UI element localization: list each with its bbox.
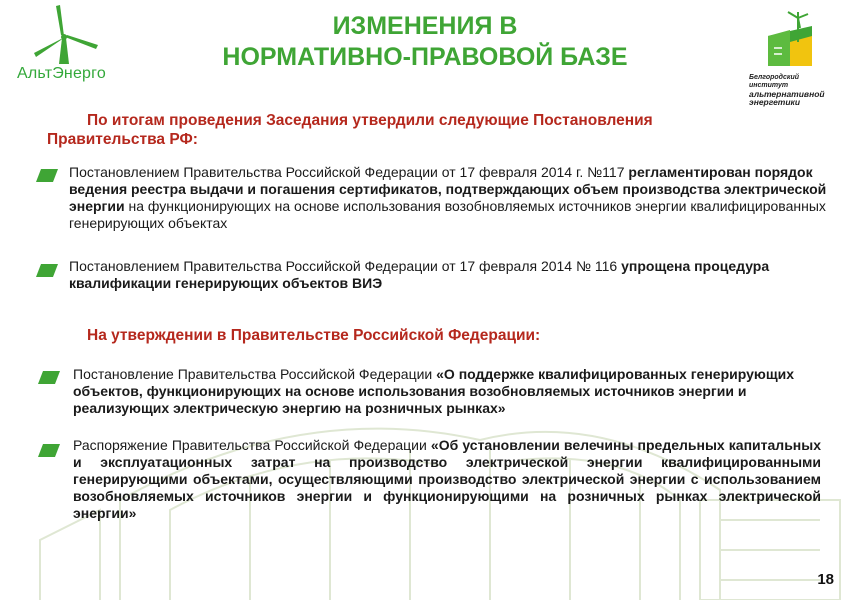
list-item [73, 437, 821, 522]
institute-line-1: Белгородский институт [749, 74, 799, 89]
title-line-1: ИЗМЕНЕНИЯ В [332, 12, 518, 40]
institute-line-2: альтернативной [749, 89, 825, 99]
item-text: Распоряжение Правительства Российской Федерации [73, 437, 431, 453]
page-title [190, 11, 660, 73]
bullet-icon [38, 444, 60, 457]
item-text: Постановлением Правительства Российской Федерации от 17 февраля 2014 г. №117 [69, 164, 629, 180]
section-heading-approved: По итогам проведения Заседания утвердили следующие Постановления Правительства РФ: [47, 112, 653, 148]
bullet-icon [38, 371, 60, 384]
bullet-icon [36, 264, 58, 277]
institute-line-3: энергетики [749, 97, 801, 107]
brand-name: АльтЭнерго [17, 65, 106, 82]
section-heading-pending: На утверждении в Правительстве Российской Федерации: [87, 327, 541, 344]
item-text: Постановлением Правительства Российской Федерации от 17 февраля 2014 № 116 [69, 258, 622, 274]
item-tail-text: на функционирующих на основе использования возобновляемых источников энергии квалифицированных генерирующих объектах [69, 198, 826, 231]
list-item [69, 258, 829, 292]
page-number: 18 [817, 571, 834, 588]
title-line-2: НОРМАТИВНО-ПРАВОВОЙ БАЗЕ [222, 43, 628, 71]
item-text: Постановление Правительства Российской Федерации [73, 366, 437, 382]
institute-logo-icon [760, 8, 820, 70]
item-bold-text: регламентирован порядок ведения реестра выдачи и погашения сертификатов, подтверждающих объем производства электрической энергии [69, 164, 827, 214]
item-bold-text: «Об установлении велечины предельных капитальных и эксплуатационных затрат на производство электрической энергии квалифицированными генерирующими объектами, осуществляющими производство электрической энергии с использованием возобновляемых источников энергии и функционирующими на розничных рынках электрической энергии» [73, 437, 821, 521]
item-bold-text: «О поддержке квалифицированных генерирующих объектов, функционирующих на основе использования возобновляемых источников энергии и реализующих электрическую энергию на розничных рынках» [73, 366, 795, 416]
list-item [69, 164, 829, 232]
list-item [73, 366, 823, 417]
bullet-icon [36, 169, 58, 182]
institute-name [749, 74, 839, 106]
item-bold-text: упрощена процедура квалификации генерирующих объектов ВИЭ [69, 258, 770, 291]
